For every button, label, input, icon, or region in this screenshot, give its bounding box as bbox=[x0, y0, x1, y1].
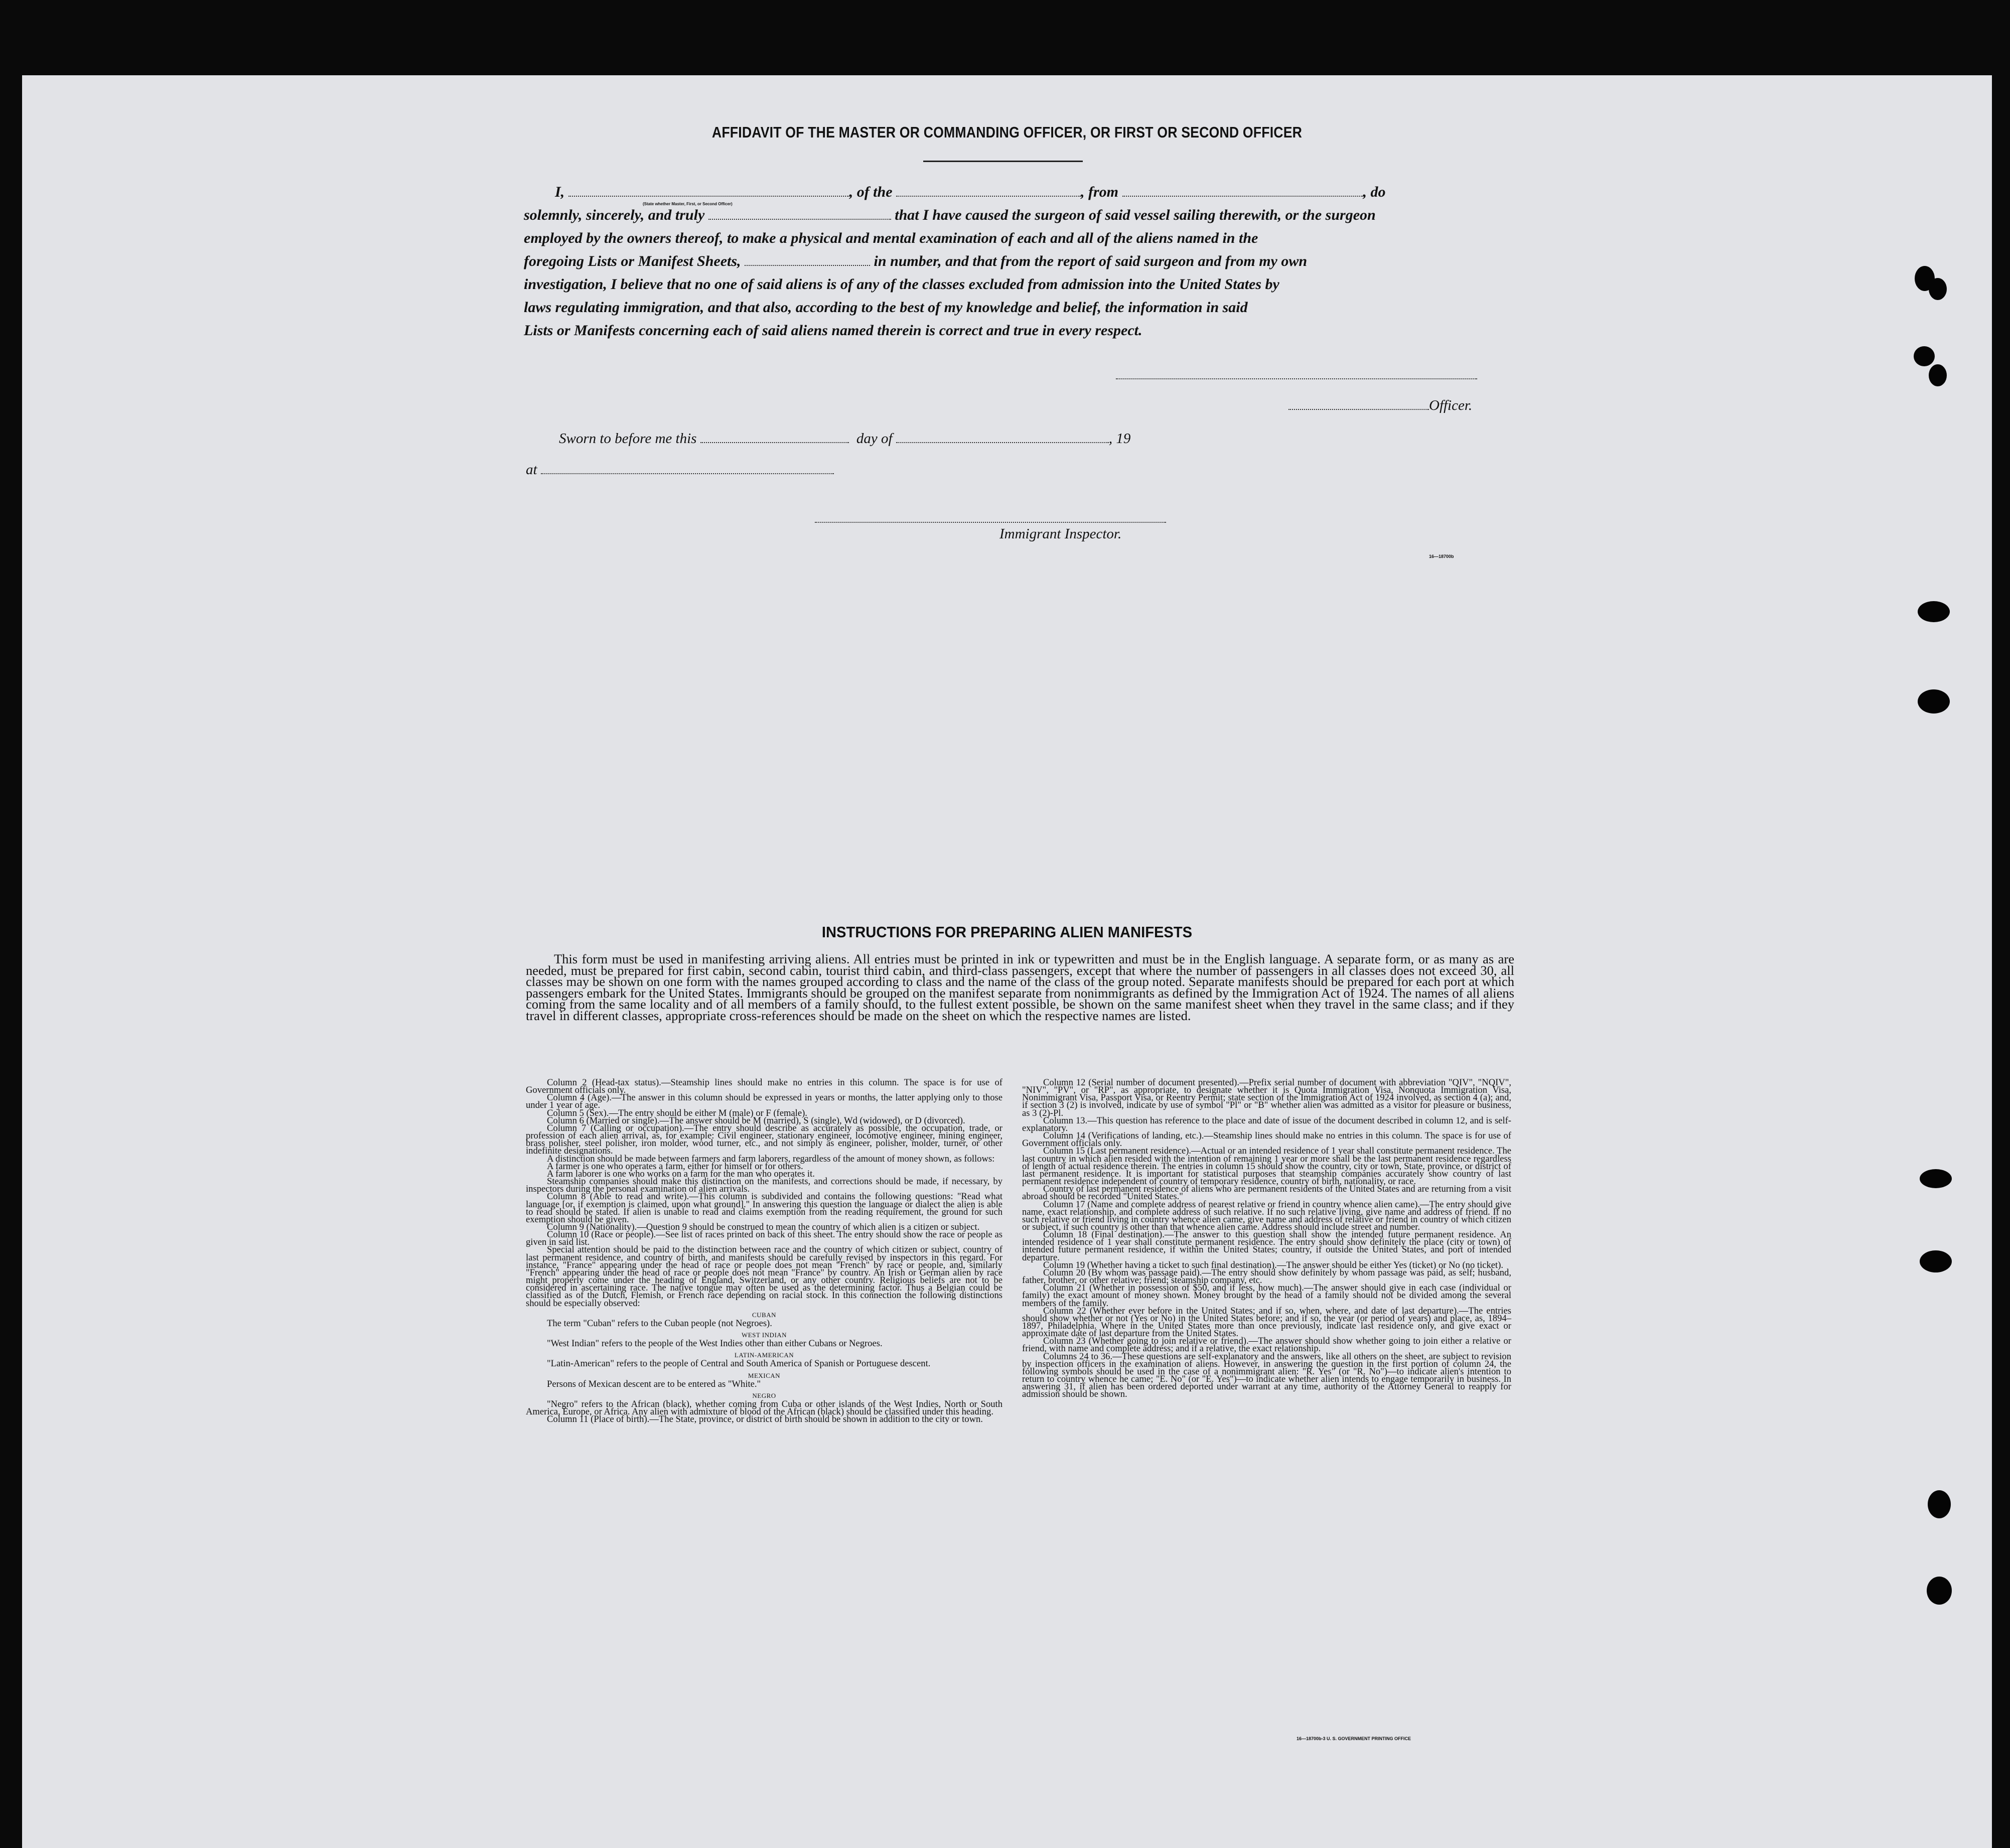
paragraph: Column 7 (Calling or occupation).—The entry should describe as accurately as possible, the occupation, trade, or profession of each alien arrival, as, for example: Civil engineer, stationary engineer, locomotive engineer, mining engineer, brass polisher, steel polisher, iron molder, wood turner, etc., and not simply as engineer, polisher, molder, turner, or other indefinite designations. bbox=[526, 1122, 1002, 1157]
paragraph: Column 22 (Whether ever before in the United States; and if so, when, where, and date of last departure).—The entries should show whether or not (Yes or No) in the United States before; and if so, the year (or period of years) and place, as, 1894–1897, Philadelphia. Where in the United States more than once previously, indicate last residence only, and give exact or approximate date of last departure from the United States. bbox=[1022, 1305, 1511, 1339]
heading-latin-american: LATIN-AMERICAN bbox=[734, 1351, 794, 1359]
affidavit-line-1: I, , of the , from , do bbox=[555, 184, 1386, 200]
paragraph: Column 23 (Whether going to join relative or friend).—The answer should show whether going to join either a relative or friend, with name and complete address; and if a relative, the exact relationship. bbox=[1022, 1336, 1511, 1354]
at-line: at bbox=[526, 462, 834, 478]
paragraph: Column 15 (Last permanent residence).—Actual or an intended residence of 1 year shall constitute permanent residence. The last country in which alien resided with the intention of remaining 1 year or more shall be the last permanent residence regardless of length of actual residence therein. The entries in column 15 should show the country, city or town, State, province, or district of last permanent residence. It is important for statistical purposes that steamship companies accurately show country of last permanent residence independent of country of temporary residence, country of birth, nationality, or race. bbox=[1022, 1146, 1511, 1187]
form-number: 16—18700b bbox=[1429, 554, 1454, 559]
paragraph: A farm laborer is one who works on a farm for the man who operates it. bbox=[547, 1168, 815, 1179]
paragraph: Column 18 (Final destination).—The answer to this question shall show the intended future permanent residence. An intended residence of 1 year shall constitute permanent residence. The entry should show definitely the place (city or town) of intended future permanent residence, if within the United States; country, if outside the United States, and port of intended departure. bbox=[1022, 1229, 1511, 1263]
heading-negro: NEGRO bbox=[752, 1391, 776, 1399]
affidavit-title: AFFIDAVIT OF THE MASTER OR COMMANDING OFFICER, OR FIRST OR SECOND OFFICER bbox=[711, 123, 1303, 141]
paragraph: "West Indian" refers to the people of the West Indies other than either Cubans or Negroes. bbox=[547, 1338, 883, 1349]
affidavit-line-4: foregoing Lists or Manifest Sheets, in number, and that from the report of said surgeon and from my own bbox=[524, 253, 1308, 269]
paragraph: Column 21 (Whether in possession of $50, and if less, how much).—The answer should give in each case (individual or family) the exact amount of money shown. Money brought by the head of a family should not be divided among the several members of the family. bbox=[1022, 1283, 1511, 1309]
affidavit-line-2: solemnly, sincerely, and truly that I have caused the surgeon of said vessel sailing therewith, or the surgeon bbox=[524, 207, 1376, 223]
punch-hole bbox=[1920, 1250, 1952, 1272]
heading-mexican: MEXICAN bbox=[748, 1371, 781, 1379]
inspector-signature-line bbox=[815, 522, 1166, 523]
sworn-line: Sworn to before me this day of , 19 bbox=[559, 431, 1131, 447]
paragraph: Special attention should be paid to the distinction between race and the country of which citizen or subject, country of last permanent residence, and country of birth, and manifests should be carefully revised by inspectors in this regard. For instance, "France" appearing under the head of race or people does not mean "French" by race or people, and, similarly "French" appearing under the head of race or people does not mean "France" by country. An Irish or German alien by race might properly come under the heading of England, Switzerland, or any other country. Religious beliefs are not to be considered in ascertaining race. The native tongue may often be used as the determining factor. Thus a Belgian could be classified as of the Dutch, Flemish, or French race depending on racial stock. In this connection the following distinctions should be especially observed: bbox=[526, 1244, 1002, 1309]
punch-hole bbox=[1927, 1577, 1952, 1605]
punch-hole bbox=[1918, 601, 1950, 622]
paragraph: Persons of Mexican descent are to be entered as "White." bbox=[547, 1378, 761, 1389]
instructions-right-column bbox=[1022, 1079, 1511, 1398]
instructions-left-column bbox=[526, 1079, 1002, 1424]
paragraph: Column 12 (Serial number of document presented).—Prefix serial number of document with abbreviation "QIV", "NQIV", "NIV", "PV", or "RP", as appropriate, to designate whether it is Quota Immigration Visa, Nonquota Immigration Visa, Nonimmigrant Visa, Passport Visa, or Reentry Permit; state section of the Immigration Act of 1924 involved, as section 4 (a); and, if section 3 (2) is involved, indicate by use of symbol "Pl" or "B" whether alien was admitted as a visitor for pleasure or business, as 3 (2)-Pl. bbox=[1022, 1077, 1511, 1118]
officer-rank-blank bbox=[568, 185, 849, 197]
paragraph: Column 8 (Able to read and write).—This column is subdivided and contains the following questions: "Read what language [or, if exemption is claimed, upon what ground]." In answering this question the language or dialect the alien is able to read should be stated. If alien is unable to read and claims exemption from the reading requirement, the ground for such exemption should be given. bbox=[526, 1191, 1002, 1225]
heading-cuban: CUBAN bbox=[752, 1311, 776, 1319]
punch-hole bbox=[1914, 346, 1935, 366]
paragraph: Columns 24 to 36.—These questions are self-explanatory and the answers, like all others on the sheet, are subject to revision by inspection officers in the examination of aliens. However, in answering the question in the first portion of column 24, the following symbols should be used in the case of a nonimmigrant alien: "R. Yes" (or "R. No")—to indicate alien's intention to return to country whence he came; "E. No" (or "E. Yes")—to indicate whether alien intends to engage temporarily in business. In answering 31, if alien has been ordered deported under warrant at any time, authority of the Attorney General to reapply for admission should be shown. bbox=[1022, 1351, 1511, 1400]
paragraph: Column 14 (Verifications of landing, etc.).—Steamship lines should make no entries in this column. The space is for use of Government officials only. bbox=[1022, 1130, 1511, 1149]
paragraph: Steamship companies should make this distinction on the manifests, and corrections should be made, if necessary, by inspectors during the personal examination of alien arrivals. bbox=[526, 1176, 1002, 1195]
port-blank bbox=[1122, 185, 1363, 197]
paragraph: Column 13.—This question has reference to the place and date of issue of the document described in column 12, and is self-explanatory. bbox=[1022, 1115, 1511, 1133]
inspector-label: Immigrant Inspector. bbox=[999, 526, 1122, 542]
paragraph: Country of last permanent residence of aliens who are permanent residents of the United States and are returning from a visit abroad should be recorded "United States." bbox=[1022, 1184, 1511, 1202]
paragraph: Column 19 (Whether having a ticket to such final destination).—The answer should be either Yes (ticket) or No (no ticket). bbox=[1043, 1259, 1504, 1270]
title-underline bbox=[923, 161, 1083, 162]
instructions-title: INSTRUCTIONS FOR PREPARING ALIEN MANIFESTS bbox=[821, 923, 1193, 941]
paragraph: Column 2 (Head-tax status).—Steamship lines should make no entries in this column. The space is for use of Government officials only. bbox=[526, 1077, 1002, 1096]
paragraph: Column 20 (By whom was passage paid).—The entry should show definitely by whom passage was paid, as self; husband, father, brother, or other relative; friend; steamship company, etc. bbox=[1022, 1267, 1511, 1286]
paragraph: Column 11 (Place of birth).—The State, province, or district of birth should be shown in addition to the city or town. bbox=[547, 1414, 983, 1425]
affidavit-line-3: employed by the owners thereof, to make a physical and mental examination of each and all of the aliens named in the bbox=[524, 230, 1258, 246]
punch-hole bbox=[1918, 689, 1950, 714]
officer-line: Officer. bbox=[1288, 397, 1472, 414]
punch-hole bbox=[1929, 278, 1947, 300]
signature-line bbox=[1116, 378, 1477, 379]
punch-hole bbox=[1920, 1169, 1952, 1188]
paragraph: Column 4 (Age).—The answer in this column should be expressed in years or months, the latter applying only to those under 1 year of age. bbox=[526, 1092, 1002, 1111]
paragraph: Column 10 (Race or people).—See list of races printed on back of this sheet. The entry should show the race or people as given in said list. bbox=[526, 1229, 1002, 1248]
paragraph: Column 5 (Sex).—The entry should be either M (male) or F (female). bbox=[547, 1107, 807, 1118]
state-note: (State whether Master, First, or Second Officer) bbox=[643, 202, 733, 206]
document-page bbox=[22, 75, 1992, 1848]
affidavit-line-6: laws regulating immigration, and that also, according to the best of my knowledge and belief, the information in said bbox=[524, 299, 1248, 316]
instructions-intro: This form must be used in manifesting arriving aliens. All entries must be printed in ink or typewritten and must be in the English language. A separate form, or as many as are needed, must be prepared for first cabin, second cabin, tourist third cabin, and third-class passengers, except that where the number of passengers in all classes does not exceed 30, all classes may be shown on one form with the names grouped according to class and the name of the class of the group noted. Separate manifests should be prepared for each port at which passengers embark for the United States. Immigrants should be grouped on the manifest separate from nonimmigrants as defined by the Immigration Act of 1924. The names of all aliens coming from the same locality and of all members of a family should, to the fullest extent possible, be shown on the same manifest sheet when they travel in the same class; and if they travel in different classes, appropriate cross-references should be made on the sheet on which the respective names are listed. bbox=[526, 951, 1514, 1023]
paragraph: Column 17 (Name and complete address of nearest relative or friend in country whence alien came).—The entry should give name, exact relationship, and complete address of such relative. If no such relative living, give name and address of friend. If no such relative or friend living in country whence alien came, give name and address of relative or friend in country of which citizen or subject, if such country is other than that whence alien came. Address should include street and number. bbox=[1022, 1199, 1511, 1232]
vessel-blank bbox=[896, 185, 1081, 197]
heading-west-indian: WEST INDIAN bbox=[741, 1331, 787, 1339]
affidavit-line-7: Lists or Manifests concerning each of said aliens named therein is correct and true in every respect. bbox=[524, 322, 1142, 339]
paragraph: "Negro" refers to the African (black), whether coming from Cuba or other islands of the West Indies, North or South America, Europe, or Africa. Any alien with admixture of blood of the African (black) should be classified under this heading. bbox=[526, 1399, 1002, 1417]
paragraph: Column 9 (Nationality).—Question 9 should be construed to mean the country of which alien is a citizen or subject. bbox=[547, 1221, 980, 1232]
punch-hole bbox=[1929, 364, 1947, 386]
paragraph: A farmer is one who operates a farm, either for himself or for others. bbox=[547, 1161, 803, 1172]
paragraph: A distinction should be made between farmers and farm laborers, regardless of the amount of money shown, as follows: bbox=[547, 1153, 995, 1164]
paragraph: "Latin-American" refers to the people of Central and South America of Spanish or Portuguese descent. bbox=[547, 1358, 931, 1369]
paragraph: Column 6 (Married or single).—The answer should be M (married), S (single), Wd (widowed), or D (divorced). bbox=[547, 1115, 965, 1126]
footer-imprint: 16—18700b-3 U. S. GOVERNMENT PRINTING OFFICE bbox=[1297, 1736, 1411, 1741]
count-blank bbox=[745, 254, 870, 266]
affidavit-line-5: investigation, I believe that no one of said aliens is of any of the classes excluded from admission into the United States by bbox=[524, 276, 1279, 293]
paragraph: The term "Cuban" refers to the Cuban people (not Negroes). bbox=[547, 1318, 772, 1329]
punch-hole bbox=[1928, 1490, 1951, 1518]
